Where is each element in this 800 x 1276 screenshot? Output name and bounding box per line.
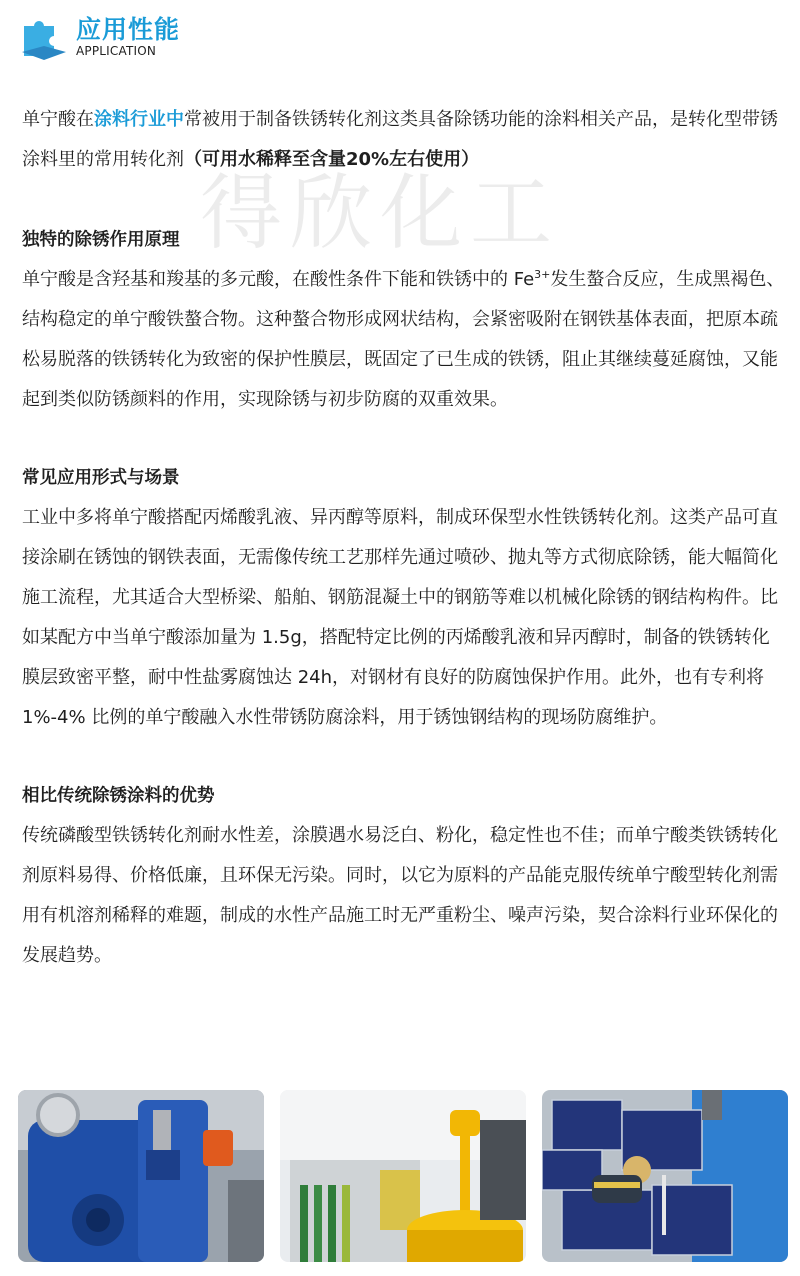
intro-highlight: 涂料行业中 bbox=[94, 109, 184, 130]
principle-text-end: 发生螯合反应，生成黑褐色、结构稳定的单宁酸铁螯合物。这种螯合物形成网状结构，会紧密吸附在钢铁基体表面，把原本疏松易脱落的铁锈转化为致密的保护性膜层，既固定了已生成的铁锈，阻止其继续蔓延腐蚀，又能起到类似防锈颜料的作用，实现除锈与初步防腐的双重效果。 bbox=[22, 269, 785, 410]
section-header bbox=[18, 10, 318, 66]
intro-text-main: 常被用于制备铁锈转化剂这类具备除锈功能的涂料相关产品，是转化型带锈涂料里的常用转化剂 bbox=[22, 109, 778, 170]
paragraph-applications: 工业中多将单宁酸搭配丙烯酸乳液、异丙醇等原料，制成环保型水性铁锈转化剂。这类产品可直接涂刷在锈蚀的钢铁表面，无需像传统工艺那样先通过喷砂、抛丸等方式彻底除锈，能大幅简化施工流程，尤其适合大型桥梁、船舶、钢筋混凝土中的钢筋等难以机械化除锈的钢结构构件。比如某配方中当单宁酸添加量为 1.5g，搭配特定比例的丙烯酸乳液和异丙醇时，制备的铁锈转化膜层致密平整，耐中性盐雾腐蚀达 24h，对钢材有良好的防腐蚀保护作用。此外，也有专利将 1%-4% 比例的单宁酸融入水性带锈防腐涂料，用于锈蚀钢结构的现场防腐维护。 bbox=[22, 507, 778, 728]
principle-text-start: 单宁酸是含羟基和羧基的多元酸，在酸性条件下能和铁锈中的 Fe bbox=[22, 269, 535, 290]
principle-superscript: 3+ bbox=[534, 268, 551, 281]
heading-principle: 独特的除锈作用原理 bbox=[22, 230, 180, 250]
section-subtitle: APPLICATION bbox=[76, 44, 157, 58]
intro-bold-note: （可用水稀释至含量20%左右使用） bbox=[184, 149, 480, 170]
heading-advantages: 相比传统除锈涂料的优势 bbox=[22, 786, 215, 806]
heading-applications: 常见应用形式与场景 bbox=[22, 468, 180, 488]
photo-strip bbox=[18, 1090, 788, 1262]
article-body bbox=[22, 100, 786, 976]
paragraph-advantages: 传统磷酸型铁锈转化剂耐水性差，涂膜遇水易泛白、粉化，稳定性也不佳；而单宁酸类铁锈转化剂原料易得、价格低廉，且环保无污染。同时，以它为原料的产品能克服传统单宁酸型转化剂需用有机溶剂稀释的难题，制成的水性产品施工时无严重粉尘、噪声污染，契合涂料行业环保化的发展趋势。 bbox=[22, 825, 778, 966]
watermark-text: 得欣化工 bbox=[200, 166, 561, 261]
solar-panel-photo bbox=[542, 1090, 788, 1262]
yellow-paint-photo bbox=[280, 1090, 526, 1262]
intro-paragraph bbox=[22, 100, 786, 180]
section-title: 应用性能 bbox=[76, 15, 181, 44]
blue-machinery-photo bbox=[18, 1090, 264, 1262]
paragraph-principle bbox=[22, 260, 786, 420]
puzzle-icon bbox=[18, 14, 70, 62]
intro-text-start: 单宁酸在 bbox=[22, 109, 94, 130]
